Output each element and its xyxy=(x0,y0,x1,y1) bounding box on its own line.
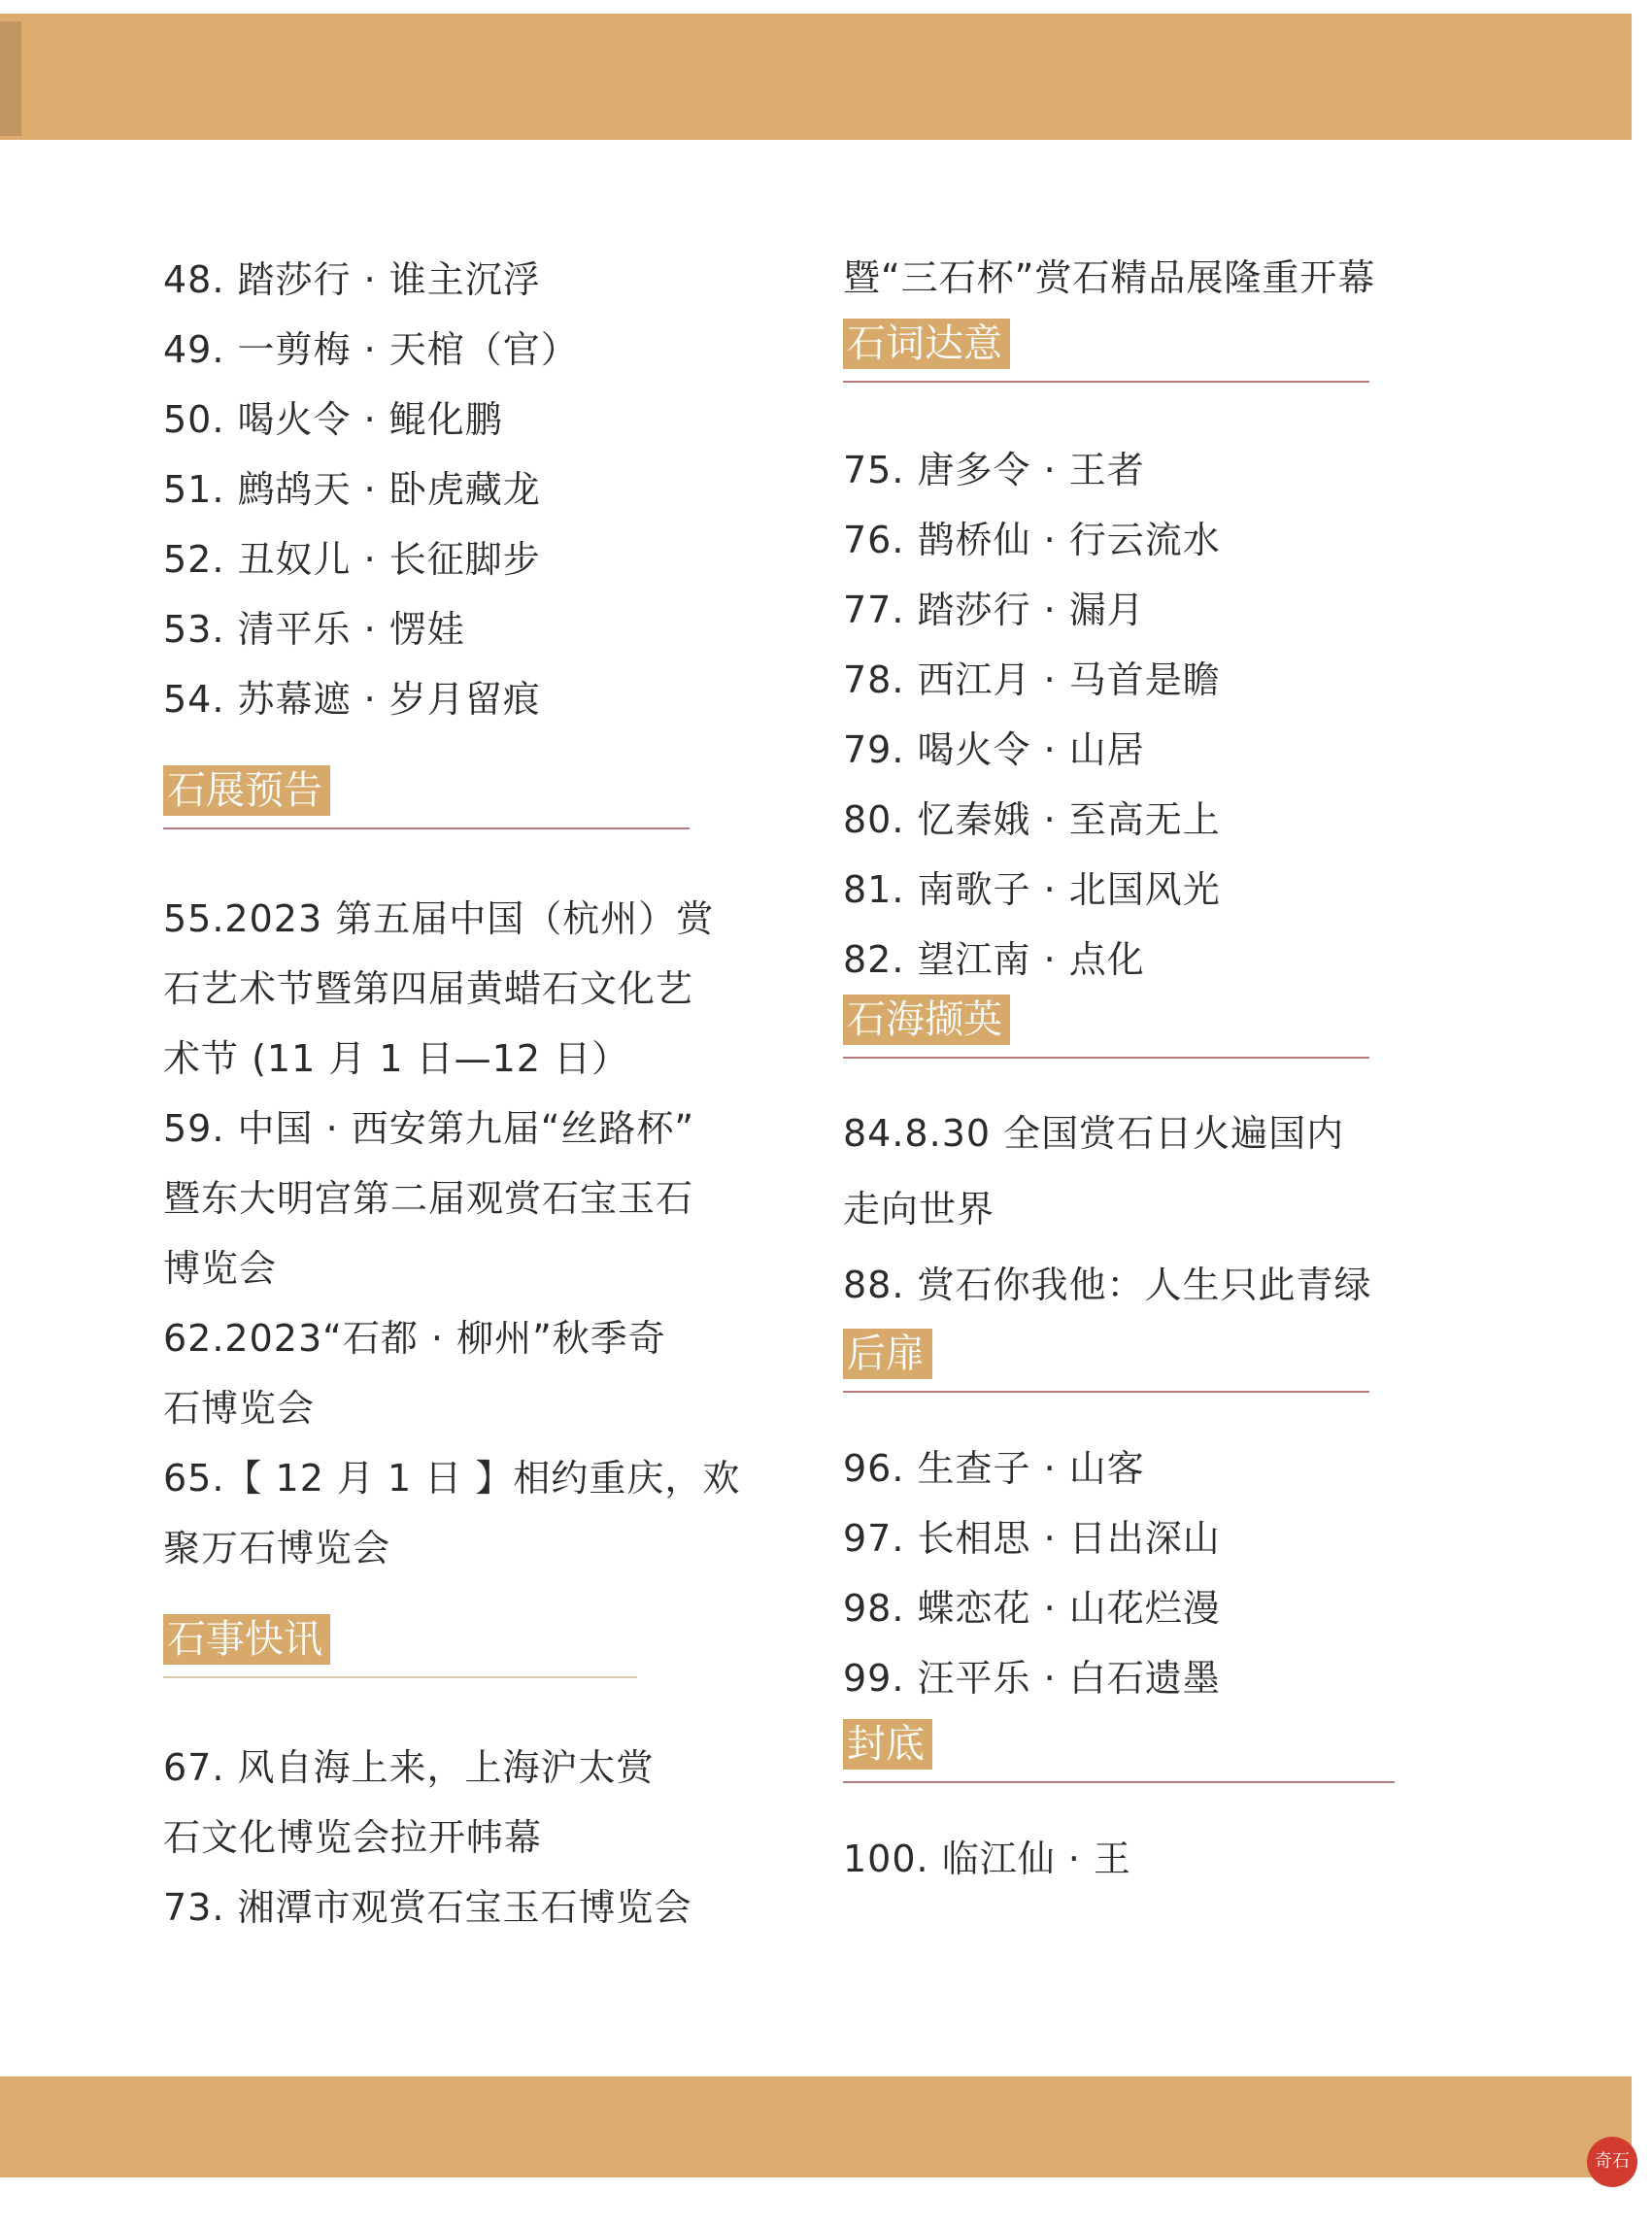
toc-entry: 术节 (11 月 1 日—12 日） xyxy=(163,1037,630,1080)
toc-right-column xyxy=(843,243,1445,1894)
toc-entry: 48. 踏莎行 · 谁主沉浮 xyxy=(163,258,541,301)
toc-entry: 暨东大明宫第二届观赏石宝玉石 xyxy=(163,1177,694,1220)
header-band-edge xyxy=(0,21,21,136)
toc-entry: 98. 蝶恋花 · 山花烂漫 xyxy=(843,1587,1221,1630)
section-divider xyxy=(163,827,690,829)
watermark-seal: 奇石 xyxy=(1587,2137,1637,2187)
section-header-shishi xyxy=(163,1583,746,1711)
section-divider xyxy=(843,1781,1395,1783)
toc-entry: 77. 踏莎行 · 漏月 xyxy=(843,589,1145,631)
section-title: 石海撷英 xyxy=(843,995,1010,1045)
toc-entry: 76. 鹊桥仙 · 行云流水 xyxy=(843,519,1221,561)
toc-entry: 65.【 12 月 1 日 】相约重庆，欢 xyxy=(163,1457,741,1500)
section-header-shihai xyxy=(843,995,1445,1096)
toc-entry: 51. 鹧鸪天 · 卧虎藏龙 xyxy=(163,468,541,511)
toc-entry: 79. 喝火令 · 山居 xyxy=(843,728,1145,771)
toc-entry: 62.2023“石都 · 柳州”秋季奇 xyxy=(163,1317,666,1360)
section-title: 后扉 xyxy=(843,1329,932,1379)
toc-left-column xyxy=(163,245,746,1942)
section-divider xyxy=(843,1391,1369,1393)
toc-entry: 53. 清平乐 · 愣娃 xyxy=(163,608,465,651)
toc-entry: 聚万石博览会 xyxy=(163,1527,391,1569)
section-header-fengdi xyxy=(843,1713,1445,1824)
toc-entry: 石文化博览会拉开帏幕 xyxy=(163,1816,543,1859)
section-header-shizhan xyxy=(163,734,746,862)
section-title: 石词达意 xyxy=(843,319,1010,369)
toc-entry: 97. 长相思 · 日出深山 xyxy=(843,1517,1221,1560)
section-divider xyxy=(843,1057,1369,1059)
section-divider xyxy=(843,381,1369,383)
toc-entry: 99. 汪平乐 · 白石遗墨 xyxy=(843,1657,1221,1700)
toc-entry: 暨“三石杯”赏石精品展隆重开幕 xyxy=(843,256,1376,299)
toc-entry: 75. 唐多令 · 王者 xyxy=(843,449,1145,491)
toc-entry: 84.8.30 全国赏石日火遍国内 xyxy=(843,1112,1345,1155)
section-divider xyxy=(163,1676,637,1678)
toc-entry: 博览会 xyxy=(163,1247,278,1290)
toc-entry: 96. 生查子 · 山客 xyxy=(843,1447,1145,1490)
header-band xyxy=(0,14,1632,140)
toc-entry: 54. 苏幕遮 · 岁月留痕 xyxy=(163,678,541,721)
section-title: 封底 xyxy=(843,1719,932,1770)
toc-entry: 石艺术节暨第四届黄蜡石文化艺 xyxy=(163,967,694,1010)
toc-entry: 78. 西江月 · 马首是瞻 xyxy=(843,658,1221,701)
toc-entry: 81. 南歌子 · 北国风光 xyxy=(843,868,1221,911)
toc-entry: 55.2023 第五届中国（杭州）赏 xyxy=(163,897,715,940)
toc-entry: 52. 丑奴儿 · 长征脚步 xyxy=(163,538,541,581)
section-header-shici xyxy=(843,313,1445,435)
toc-entry: 石博览会 xyxy=(163,1387,316,1430)
toc-entry: 80. 忆秦娥 · 至高无上 xyxy=(843,798,1221,841)
footer-band xyxy=(0,2076,1632,2177)
section-title: 石展预告 xyxy=(163,765,330,816)
toc-entry: 88. 赏石你我他：人生只此青绿 xyxy=(843,1264,1372,1306)
toc-entry: 67. 风自海上来，上海沪太赏 xyxy=(163,1746,655,1789)
section-title: 石事快讯 xyxy=(163,1614,330,1665)
toc-entry: 50. 喝火令 · 鲲化鹏 xyxy=(163,398,503,441)
toc-entry: 49. 一剪梅 · 天棺（官） xyxy=(163,328,579,371)
toc-entry: 100. 临江仙 · 王 xyxy=(843,1838,1131,1880)
toc-entry: 走向世界 xyxy=(843,1188,995,1231)
toc-entry: 59. 中国 · 西安第九届“丝路杯” xyxy=(163,1107,695,1150)
toc-entry: 73. 湘潭市观赏石宝玉石博览会 xyxy=(163,1886,692,1929)
toc-entry: 82. 望江南 · 点化 xyxy=(843,938,1145,981)
section-header-houfei xyxy=(843,1323,1445,1433)
